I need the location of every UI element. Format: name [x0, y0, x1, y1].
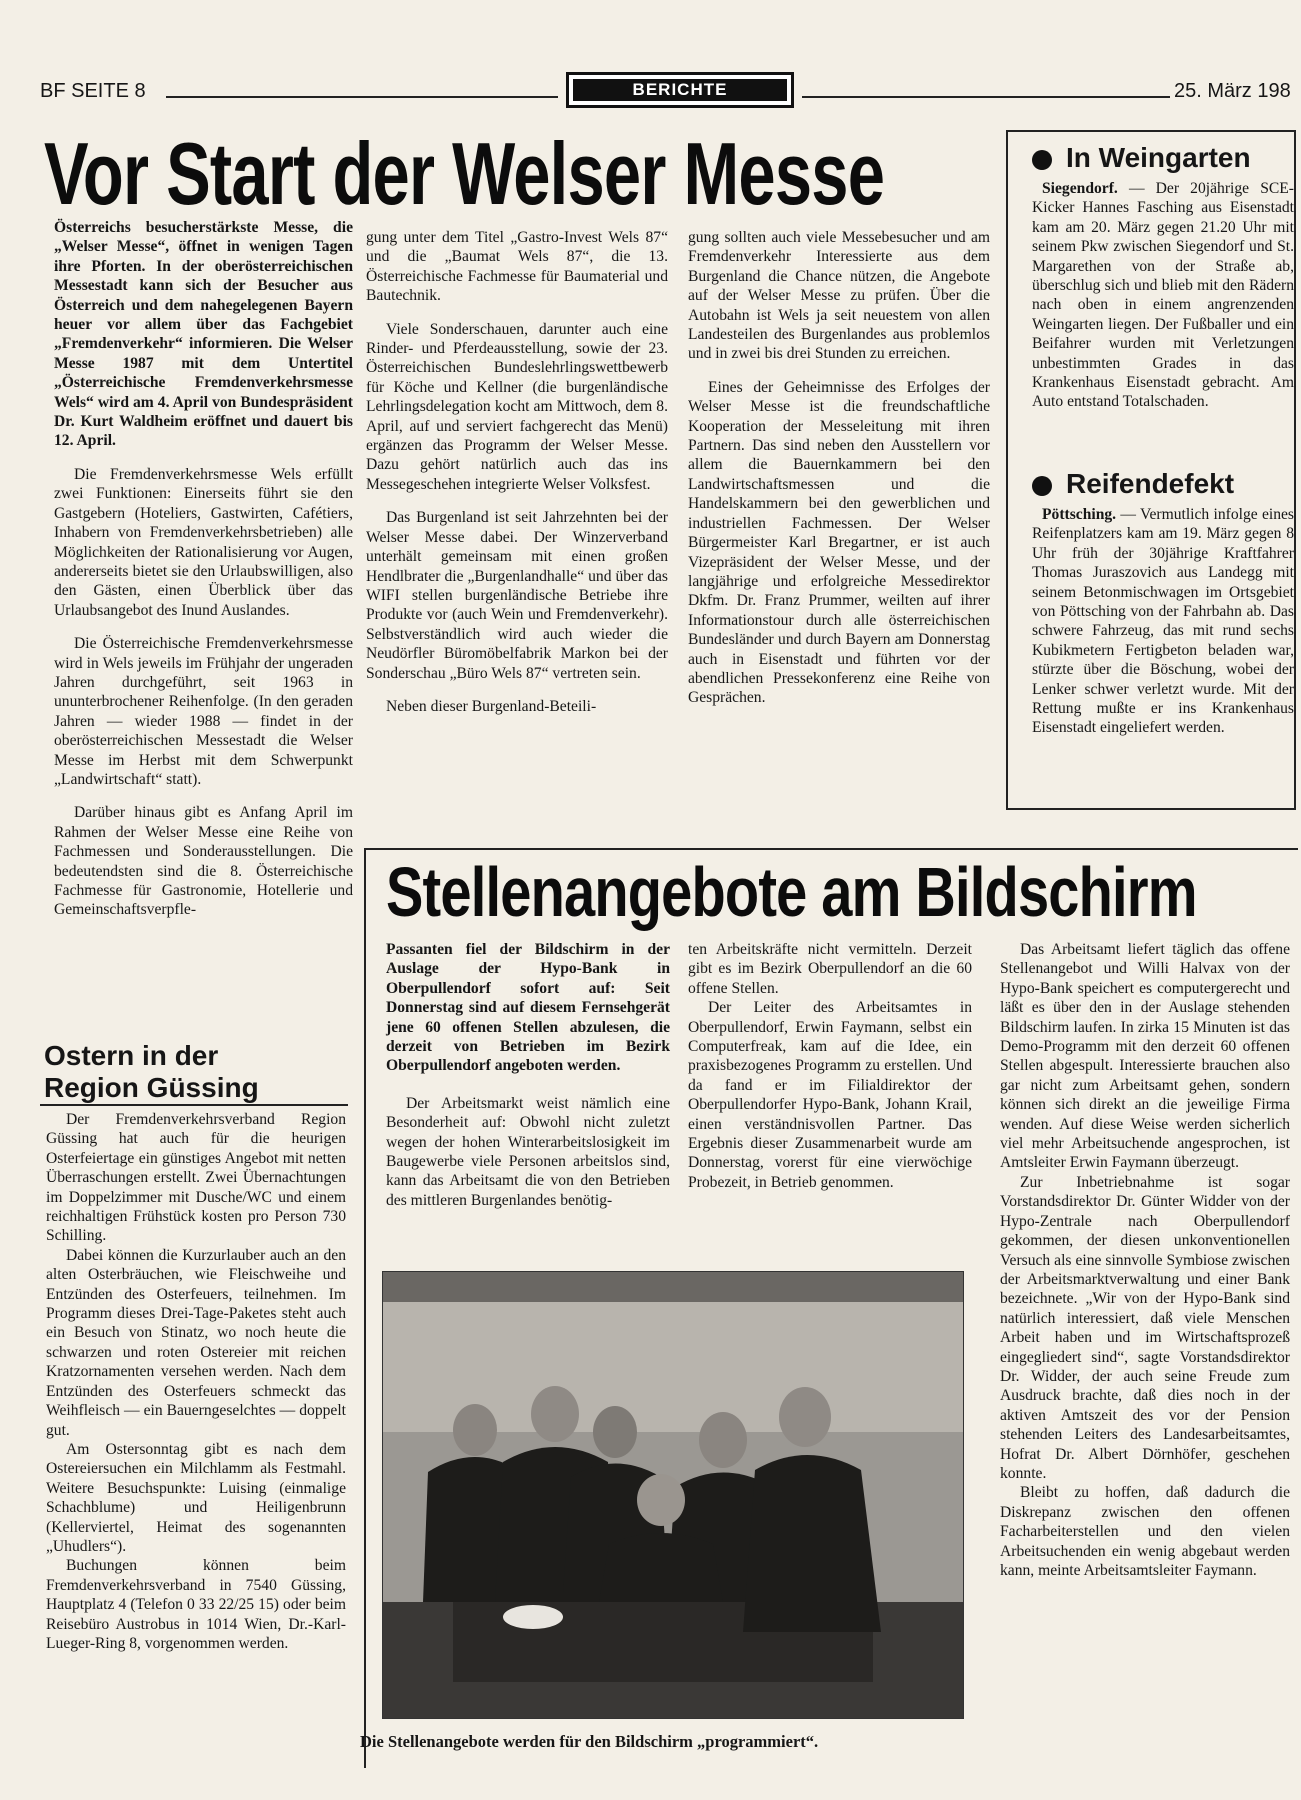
page-number: BF SEITE 8 [40, 80, 146, 102]
article-paragraph: gung sollten auch viele Messebesucher und am Fremdenverkehr Interessierte aus dem Burgenland die Chance nützen, die Angebote auf der Welser Messe zu prüfen. Über die Autobahn ist Wels ja seit neuestem von allen Landesteilen des Burgenlandes aus problemlos und in zwei bis drei Stunden zu erreichen. [688, 229, 990, 363]
jobs-article-col3 [1000, 940, 1290, 1580]
jobs-headline: Stellenangebote am Bildschirm [386, 853, 1197, 931]
article-paragraph: Die Österreichische Fremdenverkehrsmesse wird in Wels jeweils im Frühjahr der ungeraden Jahren durchgeführt, seit 1963 in ununterbrochener Reihenfolge. (In den geraden Jahren — wieder 1988 — findet in der oberösterreichischen Messestadt die Welser Messe im Herbst mit dem Schwerpunkt „Landwirtschaft“ statt). [54, 635, 353, 788]
main-article-lead: Österreichs besucherstärkste Messe, die „Welser Messe“, öffnet in wenigen Tagen ihre Pforten. In der oberösterreichischen Messestadt kann sich der Besucher aus Österreich und dem nahegelegenen Bayern heuer vor allem über das Fachgebiet „Fremdenverkehr“ informieren. Die Welser Messe 1987 mit dem Untertitel „Österreichische Fremdenverkehrsmesse Wels“ wird am 4. April von Bundespräsident Dr. Kurt Waldheim eröffnet und dauert bis 12. April. [54, 219, 353, 450]
article-paragraph: Darüber hinaus gibt es Anfang April im Rahmen der Welser Messe eine Reihe von Fachmessen und Sonderausstellungen. Die bedeutendsten sind die 8. Österreichische Fachmesse für Gastronomie, Hotellerie und Gemeinschaftsverpfle- [54, 804, 353, 919]
article-paragraph: Das Burgenland ist seit Jahrzehnten bei der Welser Messe dabei. Der Winzerverband unterhält gemeinsam mit einen großen Hendlbrater die „Burgenlandhalle“ und über das WIFI stellen burgenländische Betriebe ihre Produkte vor (auch Wein und Fremdenverkehr). Selbstverständlich wird auch wieder die Neudörfler Büromöbelfabrik Markon bei der Sonderschau „Büro Wels 87“ vertreten sein. [366, 509, 668, 682]
sidebar-item-text: — Der 20jährige SCE-Kicker Hannes Fasching aus Eisenstadt kam am 20. März gegen 21.20 Uhr mit seinem Pkw zwischen Siegendorf und St. Margarethen von der Straße ab, überschlug sich und blieb mit den Rädern nach oben in einem angrenzenden Weingarten liegen. Der Fußballer und ein Beifahrer wurden mit Verletzungen unbestimmten Grades in das Krankenhaus Eisenstadt gebracht. Am Auto entstand Totalschaden. [1032, 180, 1294, 411]
section-label: BERICHTE [566, 72, 794, 108]
article-paragraph: Dabei können die Kurzurlauber auch an den alten Osterbräuchen, wie Fleischweihe und Entzünden des Osterfeuers, teilnehmen. Im Programm dieses Drei-Tage-Paketes steht auch ein Besuch von Stinatz, wo noch heute die schwarzen und roten Ostereier mit reichen Kratzornamenten versehen werden. Nach dem Entzünden des Osterfeuers schmeckt das Weihfleisch — ein Bauerngeselchtes — doppelt gut. [46, 1246, 346, 1439]
press-photo-image [383, 1272, 964, 1719]
dateline: Siegendorf. [1042, 180, 1118, 197]
jobs-article-lead: Passanten fiel der Bildschirm in der Auslage der Hypo-Bank in Oberpullendorf sofort auf: Seit Donnerstag sind auf diesem Fernsehgerät jene 60 offenen Stellen abzulesen, die derzeit von Betrieben im Bezirk Oberpullendorf angeboten werden. [386, 941, 670, 1075]
article-paragraph: Zur Inbetriebnahme ist sogar Vorstandsdirektor Dr. Günter Widder von der Hypo-Zentrale nach Oberpullendorf gekommen, der diesen unkonventionellen Versuch als eine sinnvolle Symbiose zwischen der Arbeitsmarktverwaltung und einer Bank bezeichnete. „Wir von der Hypo-Bank sind natürlich interessiert, daß viele Menschen Arbeit haben und im Wirtschaftsprozeß eingegliedert sind“, sagte Vorstandsdirektor Dr. Widder, der auch seine Freude zum Ausdruck brachte, daß dies noch in der aktiven Amtszeit des vor der Pension stehenden Leiters des Landesarbeitsamtes, Hofrat Dr. Albert Dörnhöfer, geschehen konnte. [1000, 1173, 1290, 1482]
article-paragraph: Am Ostersonntag gibt es nach dem Ostereiersuchen ein Milchlamm als Festmahl. Weitere Besuchspunkte: Luising (einmalige Schachblume) und Heiligenbrunn (Kellerviertel, Heimat des sogenannten „Uhudlers“). [46, 1440, 346, 1555]
guessing-headline: Ostern in der Region Güssing [44, 1040, 259, 1103]
article-paragraph: Der Arbeitsmarkt weist nämlich eine Besonderheit auf: Obwohl nicht zuletzt wegen der hohen Winterarbeitslosigkeit im Baugewerbe viele Personen arbeitslos sind, kann das Arbeitsamt die von den Betrieben des mittleren Burgenlandes benötig- [386, 1094, 670, 1209]
bullet-icon [1032, 150, 1052, 170]
bullet-icon [1032, 476, 1052, 496]
header-rule-left [166, 96, 558, 98]
main-article-col2 [366, 228, 668, 716]
jobs-article-col1 [386, 940, 670, 1210]
article-paragraph: Bleibt zu hoffen, daß dadurch die Diskrepanz zwischen den offenen Facharbeiterstellen und den vielen Arbeitsuchenden ein wenig abgebaut werden kann, meinte Arbeitsamtsleiter Faymann. [1000, 1484, 1290, 1579]
article-paragraph: ten Arbeitskräfte nicht vermitteln. Derzeit gibt es im Bezirk Oberpullendorf an die 60 offene Stellen. [688, 941, 972, 997]
article-paragraph: Buchungen können beim Fremdenverkehrsverband in 7540 Güssing, Hauptplatz 4 (Telefon 0 33 22/25 15) oder beim Reisebüro Austrobus in 1014 Wien, Dr.-Karl-Lueger-Ring 8, vorgenommen werden. [46, 1557, 346, 1652]
photo-caption: Die Stellenangebote werden für den Bildschirm „programmiert“. [360, 1732, 819, 1751]
sidebar-item-text: — Vermutlich infolge eines Reifenplatzers kam am 19. März gegen 8 Uhr früh der 30jährige Kraftfahrer Thomas Juraszovich aus Landegg mit seinem Betonmischwagen im Ortsgebiet von Pöttsching von der Fahrbahn ab. Das schwere Fahrzeug, das mit rund sechs Kubikmetern Fertigbeton beladen war, stürzte über die Böschung, wobei der Lenker schwer verletzt wurde. Mit der Rettung mußte er ins Krankenhaus Eisenstadt eingeliefert werden. [1032, 506, 1294, 737]
main-article-col3 [688, 228, 990, 708]
guessing-article-body [46, 1110, 346, 1653]
article-paragraph: Viele Sonderschauen, darunter auch eine Rinder- und Pferdeausstellung, sowie der 23. Österreichischen Bundeslehrlingswettbewerb für Köche und Kellner (die burgenländische Lehrlingsdelegation kocht am Mittwoch, dem 8. April, auf und serviert fachgerecht das Menü) ergänzen das Programm der Welser Messe. Dazu gehört natürlich auch das ins Messegeschehen integrierte Welser Volksfest. [366, 320, 668, 493]
article-paragraph: Der Leiter des Arbeitsamtes in Oberpullendorf, Erwin Faymann, selbst ein Computerfreak, kam auf die Idee, ein praxisbezogenes Programm zu erstellen. Und da fand er im Filialdirektor der Oberpullendorfer Hypo-Bank, Johann Krail, einen verständnisvollen Partner. Das Ergebnis dieser Zusammenarbeit wurde am Donnerstag, vorerst für eine vierwöchige Probezeit, in Betrieb genommen. [688, 999, 972, 1191]
main-headline: Vor Start der Welser Messe [44, 124, 885, 223]
article-paragraph: gung unter dem Titel „Gastro-Invest Wels 87“ und die „Baumat Wels 87“, die 13. Österreichische Fachmesse für Baumaterial und Bautechnik. [366, 229, 668, 305]
article-paragraph: Das Arbeitsamt liefert täglich das offene Stellenangebot und Willi Halvax von der Hypo-Bank speichert es computergerecht und läßt es über den in der Auslage stehenden Bildschirm laufen. In zirka 15 Minuten ist das Demo-Programm mit den derzeit 60 offenen Stellen abgespult. Interessierte brauchen also gar nicht zum Arbeitsamt gehen, sondern können sich direkt an die jeweilige Firma wenden. Auf diese Weise werden sicherlich viel mehr Arbeitsuchende angesprochen, ist Amtsleiter Erwin Faymann überzeugt. [1000, 941, 1290, 1172]
sidebar-item-title: Reifendefekt [1066, 468, 1235, 499]
jobs-article-col2 [688, 940, 972, 1192]
sidebar-item-reifendefekt [1032, 468, 1296, 738]
article-paragraph: Eines der Geheimnisse des Erfolges der Welser Messe ist die freundschaftliche Kooperation der Messeleitung mit ihren Partnern. Das sind neben den Ausstellern vor allem die Bauernkammern bei den Landwirtschaftsmessen und die Handelskammern bei den gewerblichen und industriellen Fachmessen. Der Welser Bürgermeister Karl Bregartner, er ist auch Vizepräsident der Welser Messe, und der langjährige und erfolgreiche Messedirektor Dkfm. Dr. Franz Prummer, weilten auf ihrer Informationstour durch alle österreichischen Bundesländer und durch Bayern am Donnerstag auch in Eisenstadt und führten vor der abendlichen Pressekonferenz eine Reihe von Gesprächen. [688, 378, 990, 707]
issue-date: 25. März 198 [1174, 80, 1291, 102]
main-article-col1 [54, 218, 353, 920]
press-photo [382, 1271, 964, 1719]
headline-rule [40, 1104, 348, 1106]
article-paragraph: Neben dieser Burgenland-Beteili- [386, 697, 597, 715]
sidebar-item-title: In Weingarten [1066, 142, 1251, 173]
article-paragraph: Die Fremdenverkehrsmesse Wels erfüllt zwei Funktionen: Einerseits führt sie den Gastgebern (Hoteliers, Gastwirten, Cafétiers, Inhabern von Fremdenverkehrsbetrieben) alle Möglichkeiten der Rationalisierung vor Augen, andererseits bietet sie den Urlaubswilligen, also den Gästen, einen Überblick über das Urlaubsangebot des Inund Auslandes. [54, 465, 353, 619]
dateline: Pöttsching. [1042, 506, 1117, 523]
article-paragraph: Der Fremdenverkehrsverband Region Güssing hat auch für die heurigen Osterfeiertage ein günstiges Angebot mit netten Überraschungen erstellt. Zwei Übernachtungen im Doppelzimmer mit Dusche/WC und einem reichhaltigen Frühstück kosten pro Person 730 Schilling. [46, 1111, 346, 1245]
header-rule-right [802, 96, 1170, 98]
sidebar-item-weingarten [1032, 142, 1296, 412]
